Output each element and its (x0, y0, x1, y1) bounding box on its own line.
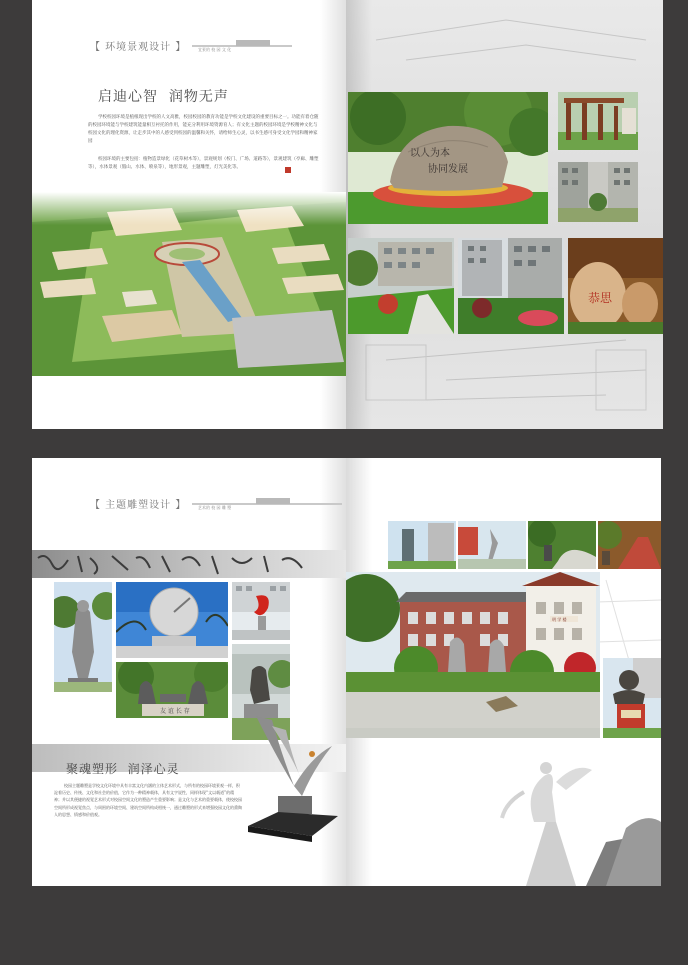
section-title: 【 主题雕塑设计 】 (90, 500, 187, 511)
body-paragraph: 校园环境的主要包括：植物造景绿化（花草树木等），景观规划（校门、广场、道路等），景观建筑（亭廊、雕塑等），水体景观（假山、水体、喷泉等），地形景观，主题雕塑，灯光美化等。 (88, 157, 319, 170)
building-garden-photo (458, 238, 564, 334)
chess-players-statue-photo (116, 662, 228, 718)
building-sign: 明 学 楼 (552, 617, 567, 622)
dancer-statue-thumbnail (458, 521, 526, 569)
headline: 聚魂塑形 润泽心灵 (66, 762, 180, 776)
calligraphy-rock-photo (568, 238, 663, 334)
section-title: 【 环境景观设计 】 (90, 42, 187, 53)
body-paragraph: 校园主题雕塑是学校文化环境中具有丰富文化内涵的立体艺术形式，与所有的校园环境景观一样，积淀着历史、传统、文化和社会的价值，它作为一种精神载体，具有文字说性，同样体现“文以载道”的精神；并以其便捷的视觉艺术形式对校园空间文化的塑造产生重要影响；是文化与艺术的重要载体，使校校园空间所形成视觉焦点，与周围的环境空间、建筑空间所构成相统一，通过雕塑的形式来增强校园文化的熏陶人的思想、情感和价值观。 (54, 783, 242, 817)
rock-inscription: 恭思 (588, 291, 613, 305)
garden-statue-thumbnail (528, 521, 596, 569)
engraved-stone-photo (348, 92, 548, 224)
spread1-left-page (32, 0, 346, 429)
section-subtitle: 宜景的 校 园 文 化 (198, 47, 232, 52)
spread2-left-page (32, 458, 346, 886)
pergola-photo (558, 92, 638, 150)
spread1-right-page (346, 0, 663, 429)
body-paragraph: 学校校园环境是植根现出学校的人文高雅，校园校园的教育功能是学校文化建设的重要目标之一。功能有着仓随的校园环境能与学校建筑能量相互衬托的作用，能充分利用环境资源育人；有文化主题的校园环境是学校精神文化与校园文化的理化资源，让走步其中的人感受到校园的温馨和关怀，请给师生心灵，以书生感可身受文化学园和精神家园 (88, 115, 319, 144)
sundial-sculpture-photo (116, 582, 228, 658)
bust-statue-photo (603, 658, 661, 738)
red-marker (285, 167, 291, 173)
campus-building-photo (346, 572, 600, 738)
header-tag (256, 498, 290, 504)
statue-thumbnail (388, 521, 456, 569)
calligraphy-wall-band (32, 550, 346, 578)
base-plaque-text: 友 谊 长 存 (160, 708, 190, 715)
headline: 启迪心智 润物无声 (98, 89, 229, 105)
steel-sculpture-image (242, 716, 342, 842)
red-path-thumbnail (598, 521, 661, 569)
faded-statue-image (406, 742, 661, 886)
spread2-right-page (346, 458, 661, 886)
stone-inscription: 以人为本 (410, 148, 450, 159)
scholar-statue-photo (54, 582, 112, 692)
courtyard-photo (558, 162, 638, 222)
section-subtitle: 艺术的 校 园 雕 塑 (198, 505, 232, 510)
campus-aerial-image (32, 192, 346, 376)
garden-path-photo (348, 238, 454, 334)
header-tag (236, 40, 270, 46)
stone-inscription: 协同发展 (428, 164, 468, 175)
red-sculpture-photo (232, 582, 290, 640)
